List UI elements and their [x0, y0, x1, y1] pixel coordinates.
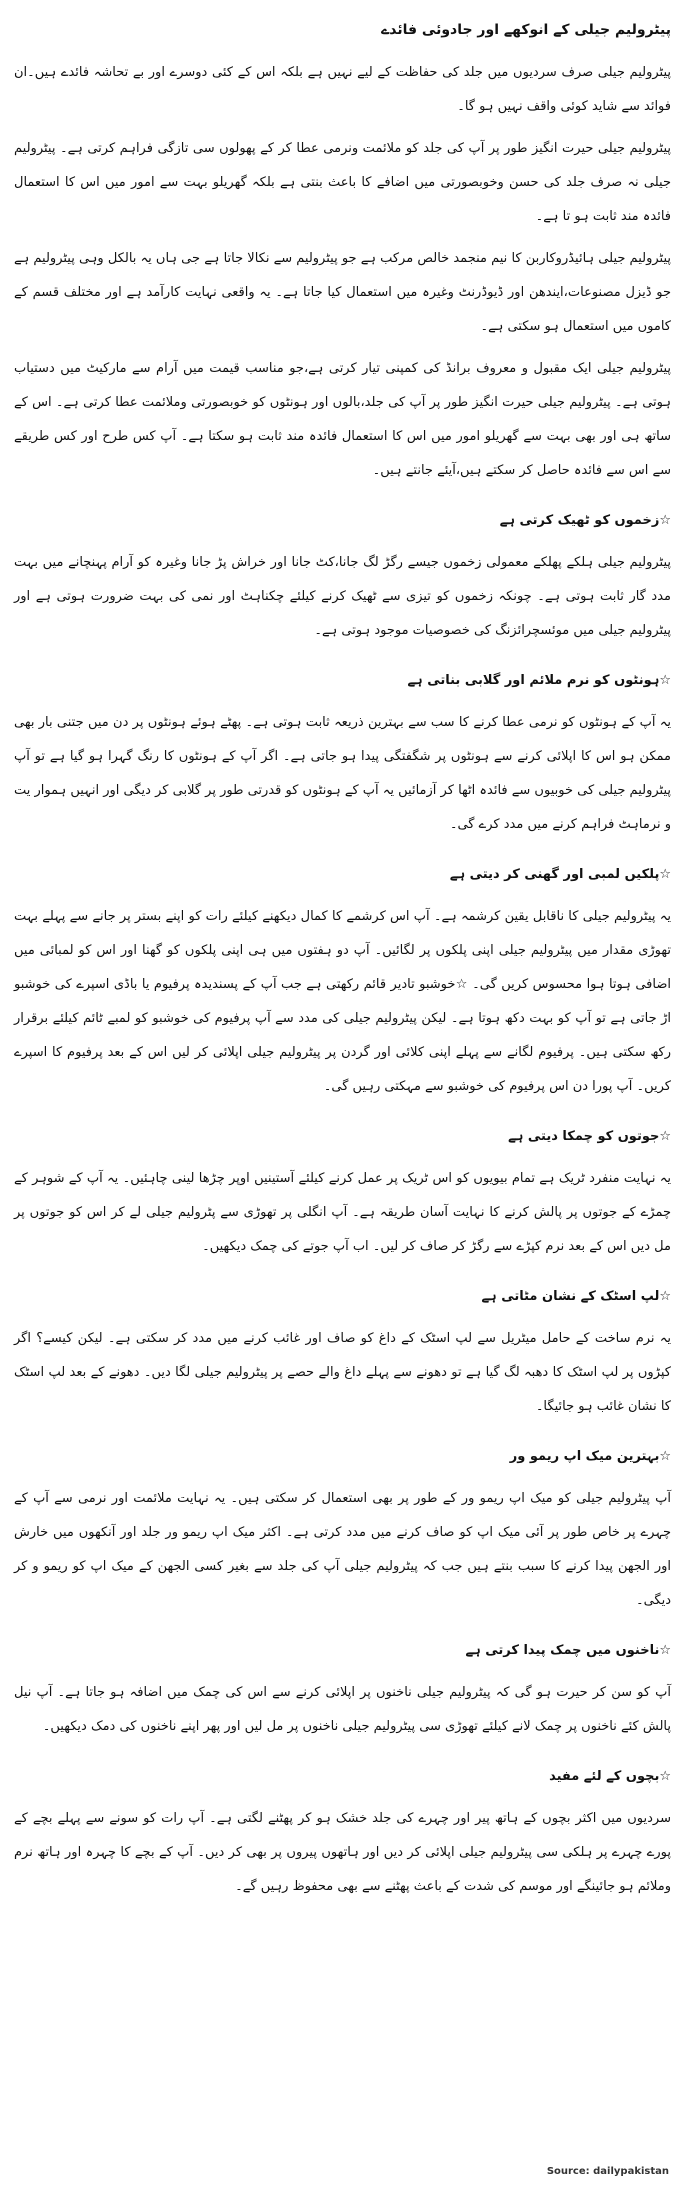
intro-paragraph-3: پیٹرولیم جیلی ہائیڈروکاربن کا نیم منجمد خالص مرکب ہے جو پیٹرولیم سے نکالا جاتا ہے جی ہاں یہ بالکل وہی پیٹرولیم ہے جو ڈیزل مصنوعات،ایندھن اور ڈیوڈرنٹ وغیرہ میں استعمال کیا جاتا ہے۔ یہ واقعی نہایت کارآمد ہے اور مختلف قسم کے کاموں میں استعمال ہو سکتی ہے۔	[14, 251, 671, 334]
section-body-wounds: پیٹرولیم جیلی ہلکے پھلکے معمولی زخموں جیسے رگڑ لگ جانا،کٹ جانا اور خراش پڑ جانا وغیرہ کو آرام پہنچانے میں بہت مدد گار ثابت ہوتی ہے۔ چونکہ زخموں کو تیزی سے ٹھیک کرنے کیلئے چکناہٹ اور نمی کی بہت ضرورت ہوتی ہے اور پیٹرولیم جیلی میں موئسچرائزنگ کی خصوصیات موجود ہوتی ہے۔	[14, 555, 671, 638]
section-heading-lipstick: ☆لپ اسٹک کے نشان مٹاتی ہے	[481, 1289, 671, 1304]
section-heading-eyelashes: ☆پلکیں لمبی اور گھنی کر دیتی ہے	[449, 867, 671, 882]
section-heading-makeup-remover: ☆بہترین میک اپ ریمو ور	[509, 1449, 671, 1464]
intro-paragraph-1: پیٹرولیم جیلی صرف سردیوں میں جلد کی حفاظت کے لیے نہیں ہے بلکہ اس کے کئی دوسرے اور بے تحاشہ فائدے ہیں۔ان فوائد سے شاید کوئی واقف نہیں ہو گا۔	[14, 65, 671, 114]
source-credit: Source: dailypakistan	[546, 2166, 669, 2177]
section-heading-shoes: ☆جوتوں کو چمکا دیتی ہے	[508, 1129, 671, 1144]
intro-paragraph-4: پیٹرولیم جیلی ایک مقبول و معروف برانڈ کی کمپنی تیار کرتی ہے،جو مناسب قیمت میں آرام سے مارکیٹ میں دستیاب ہوتی ہے۔ پیٹرولیم جیلی حیرت انگیز طور پر آپ کی جلد،بالوں اور ہونٹوں کو خوبصورتی وملائمت عطا کرتی ہے۔ اس کے ساتھ ہی اور بھی بہت سے گھریلو امور میں اس کا استعمال فائدہ مند ثابت ہو سکتا ہے۔ آپ کس طرح اور کس طریقے سے اس سے فائدہ حاصل کر سکتے ہیں،آیئے جانتے ہیں۔	[14, 361, 671, 478]
article-title: پیٹرولیم جیلی کے انوکھے اور جادوئی فائدے	[381, 22, 671, 38]
section-body-makeup-remover: آپ پیٹرولیم جیلی کو میک اپ ریمو ور کے طور پر بھی استعمال کر سکتی ہیں۔ یہ نہایت ملائمت اور نرمی سے آپ کے چہرے پر خاص طور پر آئی میک اپ کو صاف کرنے میں مدد کرتی ہے۔ اکثر میک اپ ریمو ور جلد اور آنکھوں میں خارش اور الجھن پیدا کرنے کا سبب بنتے ہیں جب کہ پیٹرولیم جیلی آپ کی جلد سے بغیر کسی الجھن کے میک اپ کو ریمو و کر دیگی۔	[14, 1491, 671, 1608]
intro-paragraph-2: پیٹرولیم جیلی حیرت انگیز طور پر آپ کی جلد کو ملائمت ونرمی عطا کر کے پھولوں سی تازگی فراہم کرتی ہے۔ پیٹرولیم جیلی نہ صرف جلد کی حسن وخوبصورتی میں اضافے کا باعث بنتی ہے بلکہ گھریلو بہت سے امور میں اس کا استعمال فائدہ مند ثابت ہو تا ہے۔	[14, 141, 671, 224]
section-heading-lips: ☆ہونٹوں کو نرم ملائم اور گلابی بناتی ہے	[407, 673, 671, 688]
section-body-lipstick: یہ نرم ساخت کے حامل میٹریل سے لپ اسٹک کے داغ کو صاف اور غائب کرنے میں مدد کر سکتی ہے۔ لیکن کیسے؟ اگر کپڑوں پر لپ اسٹک کا دھبہ لگ گیا ہے تو دھونے سے پہلے داغ والے حصے پر پیٹرولیم جیلی لگا دیں۔ دھونے کے بعد لپ اسٹک کا نشان غائب ہو جائیگا۔	[14, 1331, 671, 1414]
section-body-shoes: یہ نہایت منفرد ٹریک ہے تمام بیویوں کو اس ٹریک پر عمل کرنے کیلئے آستینیں اوپر چڑھا لینی چاہئیں۔ یہ آپ کے شوہر کے چمڑے کے جوتوں پر پالش کرنے کا نہایت آسان طریقہ ہے۔ آپ انگلی پر تھوڑی سے پٹرولیم جیلی لے کر اس کو جوتوں پر مل دیں اس کے بعد نرم کپڑے سے رگڑ کر صاف کر لیں۔ اب آپ جوتے کی چمک دیکھیں۔	[14, 1171, 671, 1254]
section-body-nails: آپ کو سن کر حیرت ہو گی کہ پیٹرولیم جیلی ناخنوں پر اپلائی کرنے سے اس کی چمک میں اضافہ ہو جاتا ہے۔ آپ نیل پالش کئے ناخنوں پر چمک لانے کیلئے تھوڑی سی پیٹرولیم جیلی ناخنوں پر مل لیں اور پھر اپنے ناخنوں کی دمک دیکھیں۔	[14, 1685, 671, 1734]
section-heading-children: ☆بچوں کے لئے مفید	[549, 1769, 671, 1784]
section-heading-nails: ☆ناخنوں میں چمک پیدا کرتی ہے	[465, 1643, 671, 1658]
section-body-children: سردیوں میں اکثر بچوں کے ہاتھ پیر اور چہرے کی جلد خشک ہو کر پھٹنے لگتی ہے۔ آپ رات کو سونے سے پہلے بچے کے پورے چہرے پر ہلکی سی پیٹرولیم جیلی اپلائی کر دیں اور ہاتھوں پیروں پر بھی کر دیں۔ آپ کے بچے کا چہرہ اور ہاتھ نرم وملائم ہو جائینگے اور موسم کی شدت کے باعث پھٹنے سے بھی محفوظ رہیں گے۔	[14, 1811, 671, 1894]
section-heading-wounds: ☆زخموں کو ٹھیک کرتی ہے	[499, 513, 671, 528]
section-body-lips: یہ آپ کے ہونٹوں کو نرمی عطا کرنے کا سب سے بہترین ذریعہ ثابت ہوتی ہے۔ پھٹے ہوئے ہونٹوں پر دن میں جتنی بار بھی ممکن ہو اس کا اپلائی کرنے سے ہونٹوں پر شگفتگی پیدا ہو جاتی ہے۔ اگر آپ کے ہونٹوں کا رنگ گہرا ہو گیا ہے تو آپ پیٹرولیم جیلی کی خوبیوں سے فائدہ اٹھا کر آزمائیں یہ آپ کے ہونٹوں کو قدرتی طور پر گلابی کر دیگی اور انہیں ہموار یت و نرماہٹ فراہم کرنے میں مدد کرے گی۔	[14, 715, 671, 832]
section-body-eyelashes: یہ پیٹرولیم جیلی کا ناقابل یقین کرشمہ ہے۔ آپ اس کرشمے کا کمال دیکھنے کیلئے رات کو اپنے بستر پر جانے سے پہلے بہت تھوڑی مقدار میں پیٹرولیم جیلی اپنی پلکوں پر لگائیں۔ آپ دو ہفتوں میں ہی اپنی پلکوں کو گھنا اور اس کو لمبائی میں اضافی ہوتا ہوا محسوس کریں گی۔ ☆خوشبو تادیر قائم رکھتی ہے جب آپ کے پسندیدہ پرفیوم یا باڈی اسپرے کی خوشبو اڑ جاتی ہے تو آپ کو بہت دکھ ہوتا ہے۔ لیکن پیٹرولیم جیلی کی مدد سے آپ پرفیوم کی خوشبو کو لمبے ٹائم کیلئے برقرار رکھ سکتی ہیں۔ پرفیوم لگانے سے پہلے اپنی کلائی اور گردن پر پیٹرولیم جیلی اپلائی کر لیں اس کے بعد پرفیوم کا اسپرے کریں۔ آپ پورا دن اس پرفیوم کی خوشبو سے مہکتی رہیں گی۔	[14, 909, 671, 1094]
